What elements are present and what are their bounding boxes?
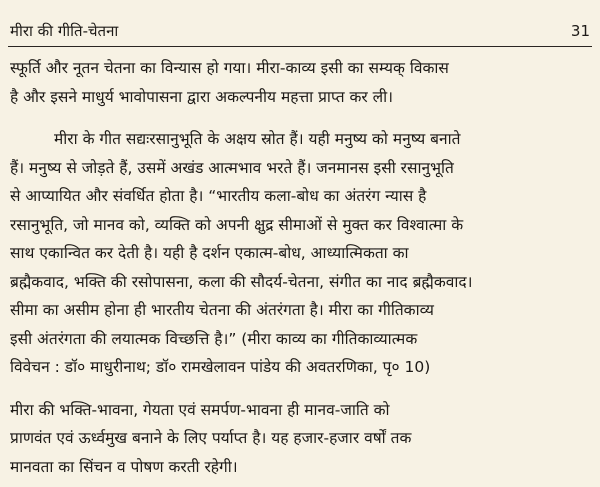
running-head: मीरा की गीति-चेतना (10, 22, 119, 40)
text-line: मानवता का सिंचन व पोषण करती रहेगी। (10, 457, 238, 476)
paragraph-2 (10, 125, 592, 382)
text-line: है और इसने माधुर्य भावोपासना द्वारा अकल्पनीय महत्ता प्राप्त कर ली। (10, 87, 394, 106)
text-line: रसानुभूति, जो मानव को, व्यक्ति को अपनी क्षुद्र सीमाओं से मुक्त कर विश्वात्मा के (10, 215, 464, 234)
text-line: सीमा का असीम होना ही भारतीय चेतना की अंतरंगता है। मीरा का गीतिकाव्य (10, 301, 434, 319)
text-line: प्राणवंत एवं ऊर्ध्वमुख बनाने के लिए पर्याप्त है। यह हजार-हजार वर्षों तक (10, 429, 412, 447)
text-line: मीरा के गीत सद्यःरसानुभूति के अक्षय स्रोत हैं। यही मनुष्य को मनुष्य बनाते (54, 130, 461, 148)
text-line: से आप्यायित और संवर्धित होता है। “भारतीय कला-बोध का अंतरंग न्यास है (10, 187, 427, 205)
text-line: साथ एकान्वित कर देती है। यही है दर्शन एकात्म-बोध, आध्यात्मिकता का (10, 244, 409, 262)
body-text (10, 54, 592, 481)
text-line: मीरा की भक्ति-भावना, गेयता एवं समर्पण-भावना ही मानव-जाति को (10, 400, 390, 419)
text-line: इसी अंतरंगता की लयात्मक विच्छत्ति है।” (मीरा काव्य का गीतिकाव्यात्मक (10, 329, 418, 348)
citation-line: विवेचन : डॉ० माधुरीनाथ; डॉ० रामखेलावन पांडेय की अवतरणिका, पृ० 10) (10, 358, 431, 376)
text-line: हैं। मनुष्य से जोड़ते हैं, उसमें अखंड आत्मभाव भरते हैं। जनमानस इसी रसानुभूति (10, 158, 454, 177)
text-line: स्फूर्ति और नूतन चेतना का विन्यास हो गया। मीरा-काव्य इसी का सम्यक् विकास (10, 59, 449, 77)
text-line: ब्रह्मैकवाद, भक्ति की रसोपासना, कला की सौदर्य-चेतना, संगीत का नाद ब्रह्मैकवाद। (10, 272, 473, 291)
paragraph-3 (10, 396, 592, 482)
page-header (8, 20, 592, 47)
page-number: 31 (570, 22, 590, 40)
paragraph-1 (10, 54, 592, 111)
